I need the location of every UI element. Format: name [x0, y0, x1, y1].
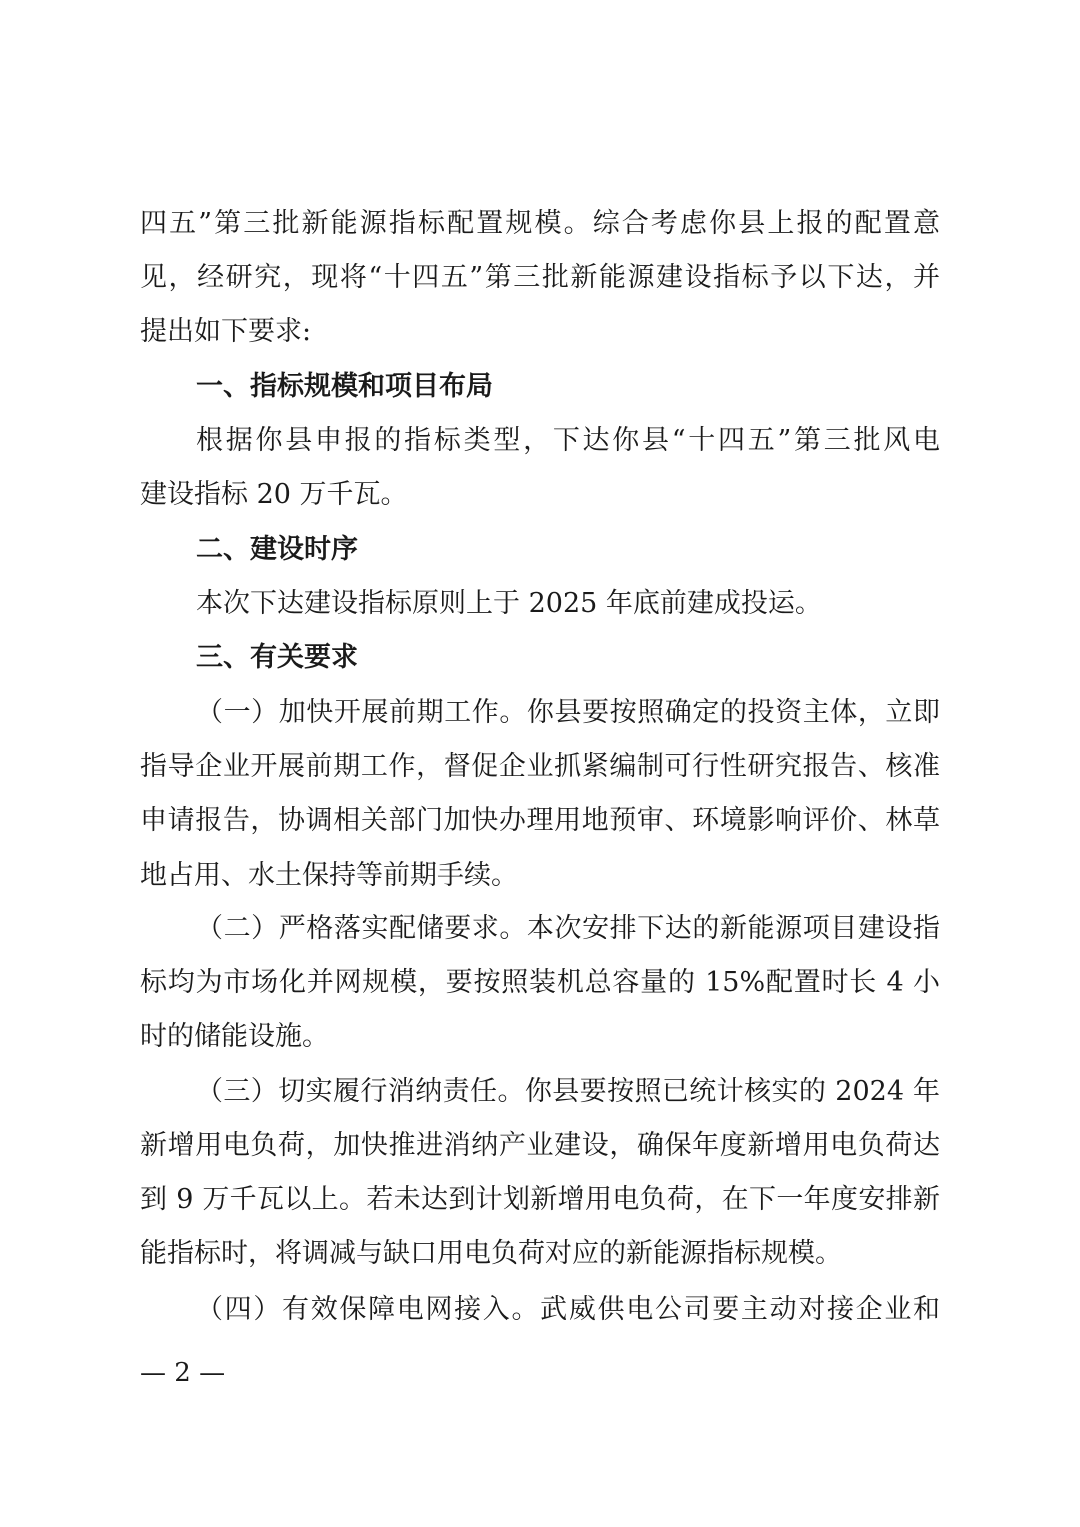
page-number: — 2 — — [140, 1358, 226, 1388]
body-line-5: 根据你县申报的指标类型，下达你县“十四五”第三批风电 — [196, 425, 940, 456]
body-line-14: （二）严格落实配储要求。本次安排下达的新能源项目建设指 — [196, 913, 940, 944]
body-line-8: 本次下达建设指标原则上于 2025 年底前建成投运。 — [196, 588, 822, 619]
body-line-15: 标均为市场化并网规模，要按照装机总容量的 15%配置时长 4 小 — [140, 967, 940, 998]
body-line-17: （三）切实履行消纳责任。你县要按照已统计核实的 2024 年 — [196, 1076, 940, 1107]
body-line-19: 到 9 万千瓦以上。若未达到计划新增用电负荷，在下一年度安排新 — [140, 1184, 940, 1215]
body-line-10: （一）加快开展前期工作。你县要按照确定的投资主体，立即 — [196, 697, 940, 728]
body-line-13: 地占用、水土保持等前期手续。 — [140, 860, 518, 891]
section-heading-3: 三、有关要求 — [196, 642, 358, 673]
body-line-3: 提出如下要求: — [140, 316, 312, 347]
body-line-18: 新增用电负荷，加快推进消纳产业建设，确保年度新增用电负荷达 — [140, 1130, 940, 1161]
section-heading-1: 一、指标规模和项目布局 — [196, 371, 493, 402]
body-line-2: 见，经研究，现将“十四五”第三批新能源建设指标予以下达，并 — [140, 262, 940, 293]
body-line-20: 能指标时，将调减与缺口用电负荷对应的新能源指标规模。 — [140, 1238, 842, 1269]
body-line-21: （四）有效保障电网接入。武威供电公司要主动对接企业和 — [196, 1294, 940, 1325]
body-line-12: 申请报告，协调相关部门加快办理用地预审、环境影响评价、林草 — [140, 805, 940, 836]
section-heading-2: 二、建设时序 — [196, 534, 358, 565]
body-line-6: 建设指标 20 万千瓦。 — [140, 479, 408, 510]
body-line-16: 时的储能设施。 — [140, 1021, 329, 1052]
body-line-1: 四五”第三批新能源指标配置规模。综合考虑你县上报的配置意 — [140, 208, 940, 239]
body-line-11: 指导企业开展前期工作，督促企业抓紧编制可行性研究报告、核准 — [140, 751, 940, 782]
